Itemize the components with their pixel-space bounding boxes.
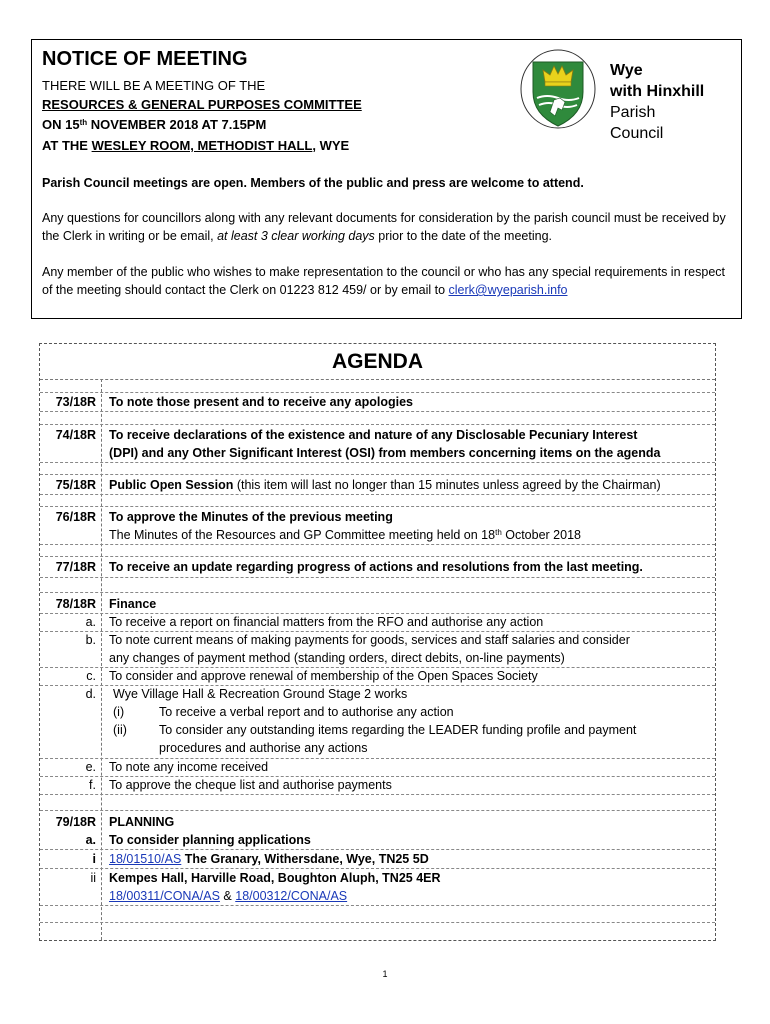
meeting-date: ON 15th NOVEMBER 2018 AT 7.15PM — [42, 117, 267, 132]
committee-name: RESOURCES & GENERAL PURPOSES COMMITTEE — [42, 97, 362, 112]
questions-paragraph: Any questions for councillors along with any relevant documents for consideration by the parish council must be received by the Clerk in writing or be email, at least 3 clear working days prior to the date of the meeting. — [42, 211, 726, 243]
planning-ref-link[interactable]: 18/01510/AS — [109, 852, 182, 866]
planning-ref-link[interactable]: 18/00312/CONA/AS — [235, 889, 348, 903]
meeting-venue: AT THE WESLEY ROOM, METHODIST HALL, WYE — [42, 138, 350, 153]
open-meeting-statement: Parish Council meetings are open. Members of the public and press are welcome to attend. — [42, 176, 584, 190]
agenda-title: AGENDA — [40, 344, 715, 380]
planning-ref-link[interactable]: 18/00311/CONA/AS — [109, 889, 220, 903]
parish-crest-logo — [519, 48, 597, 130]
notice-box — [31, 39, 742, 319]
agenda-table: AGENDA 73/18R To note those present and to receive any apologies 74/18R To receive declarations of the existence and nature of any Disclosable Pecuniary Interest (DPI) and any Other Significant Interest (OSI) from members concerning items on the agenda 75/18R Public Open Session (this item will last no longer than 15 minutes unless agreed by the Chairman) 76/18R To approve the Minutes of the previous meeting The Minutes of the Resources and GP Committee meeting held on 18th October 2018 77/18R To receive an update regarding progress of actions and resolutions from the last meeting. 78/18R Finance a. To receive a report on financial matters from the RFO and authorise any action b. To note current means of making payments for goods, services and staff salaries and consider any changes of payment method (standing orders, direct debits, on-line payments) c. To consider and approve renewal of membership of the Open Spaces Society d. Wye Village Hall & Recreation Ground Stage 2 works (i) To receive a verbal report and to authorise any action (ii) To consider any outstanding items regarding the LEADER funding profile and payment procedures and authorise any actions e. To note any income received f. To approve the cheque list and authorise payments 79/18R PLANNING a. To consider planning applications i 18/01510/AS The Granary, Withersdane, Wye, TN25 5D ii Kempes Hall, Harville Road, Boughton Aluph, TN25 4ER 18/00311/CONA/AS & 18/00312/CONA/AS — [39, 343, 716, 941]
representation-paragraph: Any member of the public who wishes to make representation to the council or who has any special requirements in respect of the meeting should contact the Clerk on 01223 812 459/ or by email to clerk@wyeparish.info — [42, 265, 725, 297]
page-number: 1 — [382, 969, 388, 979]
notice-intro: THERE WILL BE A MEETING OF THE — [42, 78, 266, 93]
clerk-email-link[interactable]: clerk@wyeparish.info — [448, 283, 568, 297]
council-name: Wye with Hinxhill Parish Council — [610, 62, 705, 142]
notice-title: NOTICE OF MEETING — [42, 48, 248, 70]
column-divider — [101, 379, 102, 940]
